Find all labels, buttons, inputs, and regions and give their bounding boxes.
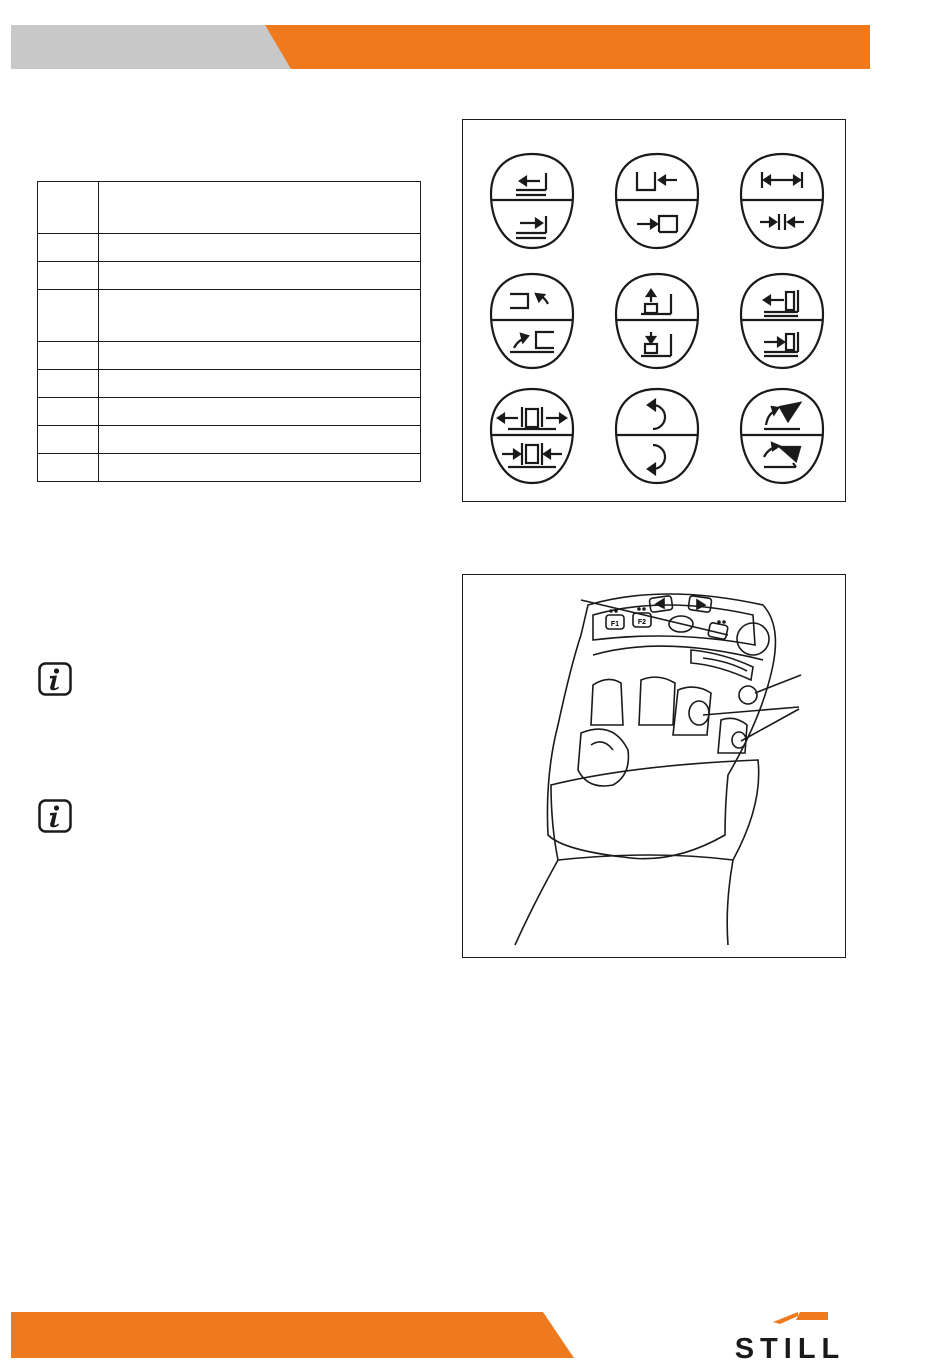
footer-bar (11, 1312, 574, 1358)
header-band-orange (265, 25, 870, 69)
desc-cell (99, 262, 421, 290)
joystick-console-figure (462, 574, 846, 958)
logo-text: STILL (734, 1333, 846, 1362)
table-row (38, 342, 421, 370)
f1-button: F1 (610, 621, 620, 628)
attachment-tilt-icon (741, 389, 823, 483)
table-row (38, 426, 421, 454)
desc-cell (99, 342, 421, 370)
reach-icon (616, 154, 698, 248)
desc-cell (99, 454, 421, 482)
fork-spread-icon (741, 154, 823, 248)
table-row (38, 454, 421, 482)
key-cell (38, 234, 99, 262)
key-cell (38, 426, 99, 454)
still-logo (710, 1310, 870, 1362)
key-cell (38, 454, 99, 482)
desc-cell (99, 398, 421, 426)
table-row (38, 182, 421, 234)
clamp-icon (491, 389, 573, 483)
desc-cell (99, 426, 421, 454)
table-row (38, 262, 421, 290)
key-cell (38, 182, 99, 234)
rotate-icon (616, 389, 698, 483)
sideshift-icon (491, 154, 573, 248)
key-cell (38, 370, 99, 398)
legend-table (37, 181, 421, 482)
table-row (38, 398, 421, 426)
table-row (38, 290, 421, 342)
key-cell (38, 262, 99, 290)
button-symbols-drawing (463, 120, 847, 503)
joystick-console-drawing (463, 575, 847, 959)
header-tab-grey (11, 25, 291, 69)
lift-lower-icon (616, 274, 698, 368)
table-row (38, 370, 421, 398)
key-cell (38, 398, 99, 426)
desc-cell (99, 234, 421, 262)
table-row (38, 234, 421, 262)
load-shift-icon (741, 274, 823, 368)
desc-cell (99, 182, 421, 234)
info-icon (38, 799, 72, 833)
f2-button: F2 (637, 619, 647, 626)
key-cell (38, 290, 99, 342)
tilt-icon (491, 274, 573, 368)
button-symbols-figure (462, 119, 846, 502)
desc-cell (99, 290, 421, 342)
desc-cell (99, 370, 421, 398)
header-bar (11, 25, 870, 69)
key-cell (38, 342, 99, 370)
info-icon (38, 662, 72, 696)
